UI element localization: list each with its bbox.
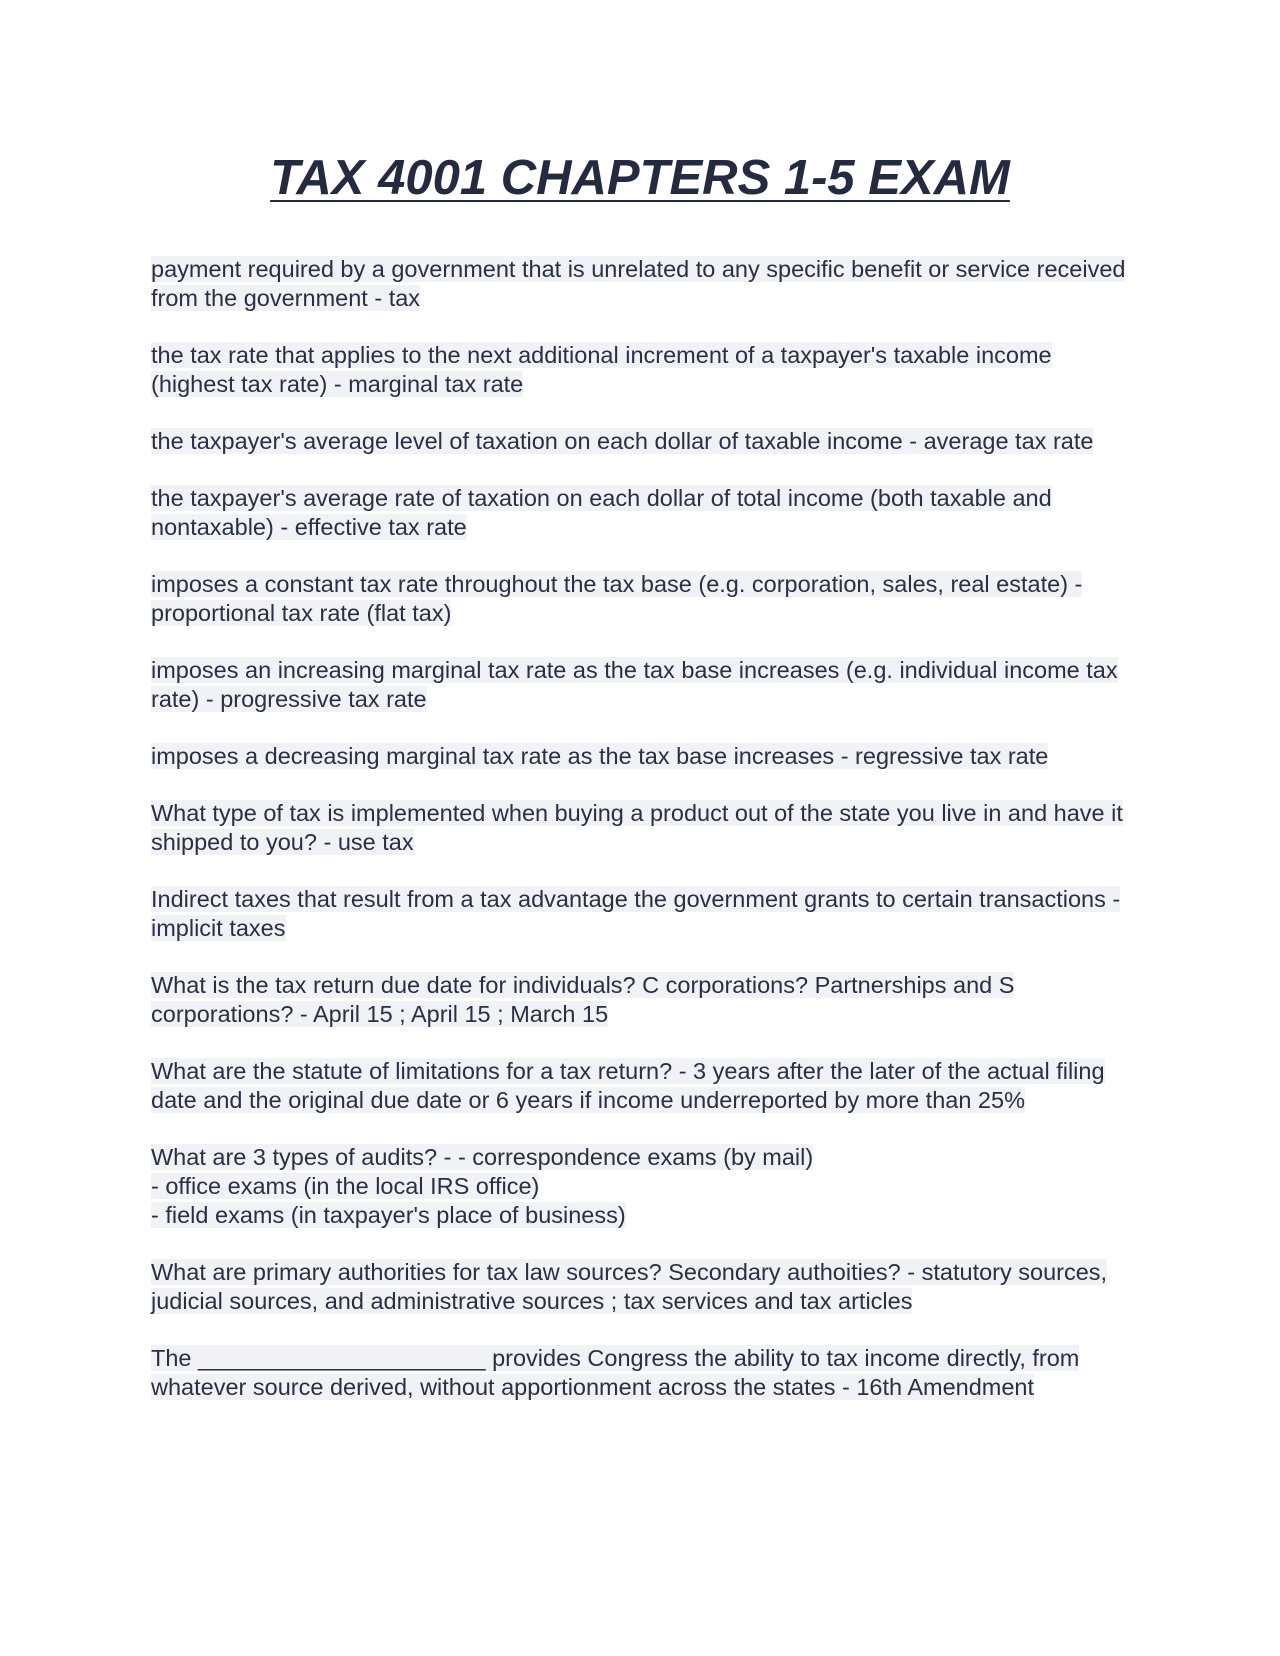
flashcard-entry [151,255,1136,313]
flashcard-entry [151,341,1136,399]
flashcard-text: Indirect taxes that result from a tax advantage the government grants to certain transactions - implicit taxes [151,886,1121,941]
flashcard-text: What are primary authorities for tax law sources? Secondary authoities? - statutory sources, judicial sources, and administrative sources ; tax services and tax articles [151,1259,1108,1314]
flashcard-entry [151,742,1136,771]
flashcard-entry [151,1057,1136,1115]
flashcard-text: the taxpayer's average level of taxation on each dollar of taxable income - average tax rate [151,428,1094,454]
flashcard-text: the tax rate that applies to the next additional increment of a taxpayer's taxable income (highest tax rate) - marginal tax rate [151,342,1052,397]
flashcard-entry [151,570,1136,628]
flashcard-entry [151,1143,1136,1230]
flashcard-entry [151,799,1136,857]
flashcard-entry [151,885,1136,943]
flashcard-text: imposes an increasing marginal tax rate as the tax base increases (e.g. individual income tax rate) - progressive tax rate [151,657,1118,712]
document-title [0,150,1280,206]
flashcard-entry [151,971,1136,1029]
flashcard-text: What are 3 types of audits? - - correspondence exams (by mail) - office exams (in the local IRS office) - field exams (in taxpayer's place of business) [151,1144,814,1228]
flashcard-text: imposes a constant tax rate throughout the tax base (e.g. corporation, sales, real estate) - proportional tax rate (flat tax) [151,571,1083,626]
flashcard-entry [151,484,1136,542]
flashcard-text: imposes a decreasing marginal tax rate as the tax base increases - regressive tax rate [151,743,1049,769]
flashcard-entry [151,1258,1136,1316]
flashcard-list [151,255,1136,1430]
document-title-text: TAX 4001 CHAPTERS 1-5 EXAM [270,151,1010,205]
flashcard-text: What is the tax return due date for individuals? C corporations? Partnerships and S corporations? - April 15 ; April 15 ; March 15 [151,972,1015,1027]
flashcard-text: the taxpayer's average rate of taxation on each dollar of total income (both taxable and nontaxable) - effective tax rate [151,485,1052,540]
flashcard-text: The ______________________ provides Congress the ability to tax income directly, from whatever source derived, without apportionment across the states - 16th Amendment [151,1345,1080,1400]
flashcard-text: payment required by a government that is unrelated to any specific benefit or service received from the government - tax [151,256,1126,311]
flashcard-text: What are the statute of limitations for a tax return? - 3 years after the later of the actual filing date and the original due date or 6 years if income underreported by more than 25% [151,1058,1105,1113]
flashcard-entry [151,427,1136,456]
flashcard-entry [151,656,1136,714]
flashcard-text: What type of tax is implemented when buying a product out of the state you live in and have it shipped to you? - use tax [151,800,1123,855]
flashcard-entry [151,1344,1136,1402]
